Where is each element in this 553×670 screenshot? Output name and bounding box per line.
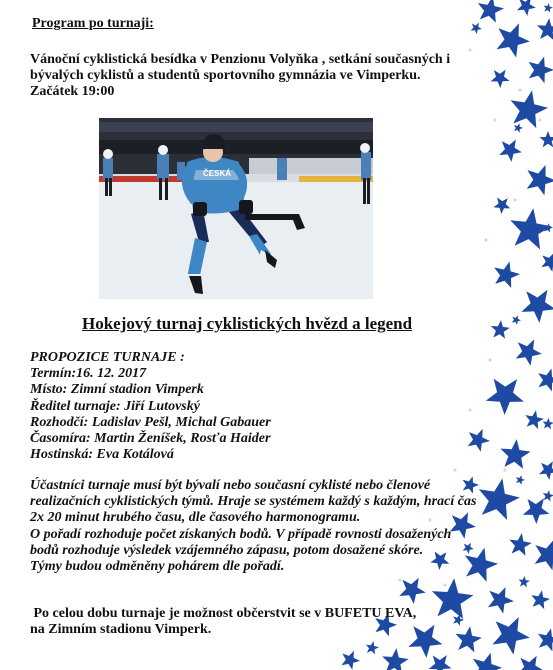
rules-line: bodů rozhoduje výsledek vzájemného zápasu, potom dosažené skóre. [30, 542, 424, 558]
proposition-line: Termín:16. 12. 2017 [30, 366, 147, 382]
proposition-line: Rozhodčí: Ladislav Pešl, Michal Gabauer [30, 414, 271, 430]
proposition-line: Ředitel turnaje: Jiří Lutovský [30, 398, 200, 414]
rules-line: Týmy budou odměněny pohárem dle pořadí. [30, 558, 285, 574]
rules-line: 2x 20 minut hrubého času, dle časového harmonogramu. [30, 510, 361, 526]
tournament-rules [30, 478, 476, 575]
rules-line: O pořadí rozhoduje počet získaných bodů. V případě rovnosti dosažených [30, 526, 452, 542]
propositions-header: PROPOZICE TURNAJE : [30, 350, 185, 365]
intro-line: Vánoční cyklistická besídka v Penzionu Volyňka , setkání současných i [30, 52, 451, 67]
rules-line: realizačních cyklistických týmů. Hraje se systémem každý s každým, hrací čas [30, 494, 477, 510]
program-heading: Program po turnaji: [32, 16, 154, 31]
buffet-line: Po celou dobu turnaje je možnost občerstvit se v BUFETU EVA, [30, 606, 417, 621]
buffet-note [30, 606, 416, 638]
proposition-line: Časomíra: Martin Ženíšek, Rosťa Haider [30, 430, 271, 446]
rules-line: Účastníci turnaje musí být bývalí nebo současní cyklisté nebo členové [30, 478, 431, 493]
tournament-title: Hokejový turnaj cyklistických hvězd a legend [82, 314, 413, 333]
program-intro [30, 52, 470, 100]
proposition-line: Místo: Zimní stadion Vimperk [30, 382, 204, 398]
hockey-player-photo [99, 118, 373, 299]
intro-line: bývalých cyklistů a studentů sportovního gymnázia ve Vimperku. [30, 68, 421, 83]
buffet-line: na Zimním stadionu Vimperk. [30, 622, 212, 638]
intro-line: Začátek 19:00 [30, 84, 115, 99]
tournament-propositions [30, 350, 271, 463]
proposition-line: Hostinská: Eva Kotálová [30, 447, 174, 463]
jersey-text: ČESKÁ [203, 169, 232, 178]
